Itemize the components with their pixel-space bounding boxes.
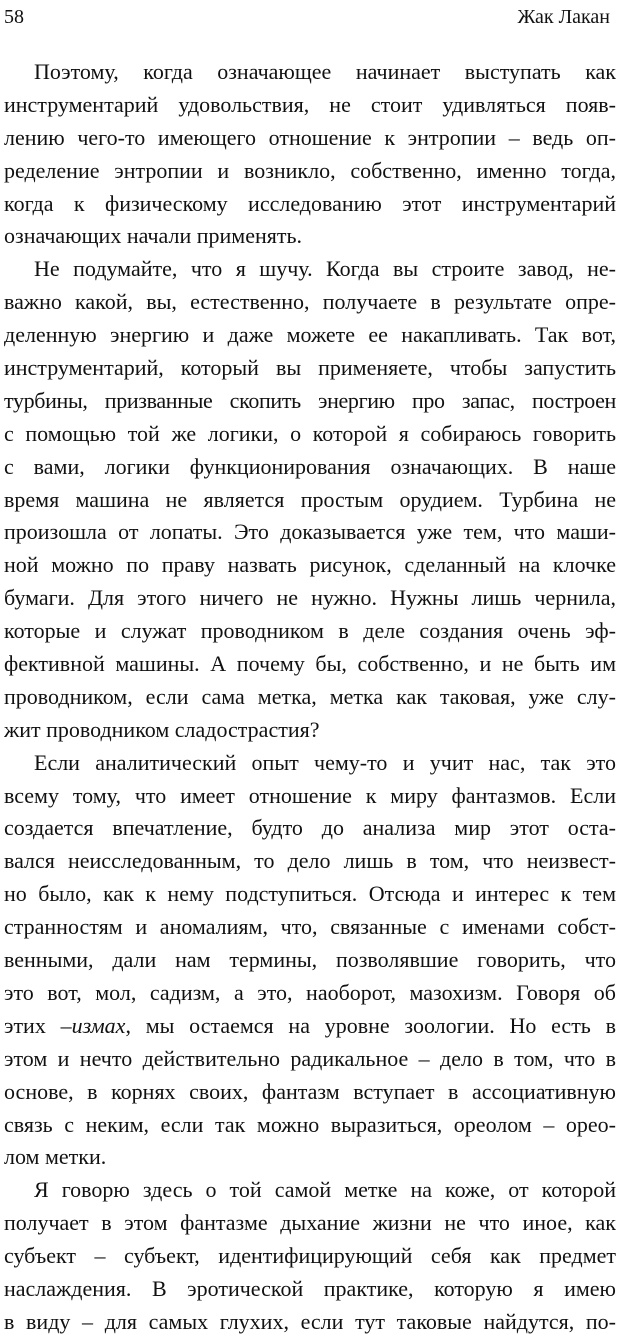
text-line: лению чего-то имеющего отношение к энтропии – ведь оп- <box>4 124 616 150</box>
text-line: Я говорю здесь о той самой метке на коже, от которой <box>34 1177 616 1203</box>
text-line: это вот, мол, садизм, а это, наоборот, мазохизм. Говоря об <box>4 979 616 1005</box>
text-line: бумаги. Для этого ничего не нужно. Нужны лишь чернила, <box>4 585 616 611</box>
text-line: но было, как к нему подступиться. Отсюда и интерес к тем <box>4 881 616 907</box>
text-line: получает в этом фантазме дыхание жизни не что иное, как <box>4 1210 616 1236</box>
text-line: этом и нечто действительно радикальное – дело в том, что в <box>4 1045 616 1071</box>
text-line: вался неисследованным, то дело лишь в том, что неизвест- <box>4 848 616 874</box>
page-number: 58 <box>4 6 24 28</box>
text-line <box>4 1010 616 1043</box>
text-line: произошла от лопаты. Это доказывается уже тем, что маши- <box>4 519 616 545</box>
text-fragment: , мы остаемся на уровне зоологии. Но есть в <box>125 1012 616 1038</box>
text-line: Поэтому, когда означающее начинает выступать как <box>34 59 616 84</box>
body-text <box>4 56 616 1339</box>
text-line: инструментарий удовольствия, не стоит удивляться появ- <box>4 91 616 117</box>
running-title: Жак Лакан <box>517 6 610 28</box>
page-header <box>4 6 610 34</box>
text-line: лом метки. <box>4 1144 107 1170</box>
text-line: важно какой, вы, естественно, получаете в результате опре- <box>4 289 616 315</box>
text-line: означающих начали применять. <box>4 223 303 249</box>
text-line: деленную энергию и даже можете ее накапливать. Так вот, <box>4 322 616 348</box>
text-line: странностям и аномалиям, что, связанные с именами собст- <box>4 914 616 940</box>
text-line: Не подумайте, что я шучу. Когда вы строите завод, не- <box>34 256 616 282</box>
text-line: турбины, призванные скопить энергию про запас, построен <box>4 387 616 413</box>
text-line: инструментарий, который вы применяете, чтобы запустить <box>4 355 616 381</box>
text-line: с помощью той же логики, о которой я собираюсь говорить <box>4 420 616 446</box>
emphasized-term: –измах <box>60 1012 126 1038</box>
text-line: Если аналитический опыт чему-то и учит нас, так это <box>34 749 616 775</box>
text-fragment: этих <box>4 1012 61 1038</box>
text-line: в виду – для самых глухих, если тут таковые найдутся, по- <box>4 1308 616 1334</box>
text-line: жит проводником сладострастия? <box>4 716 320 742</box>
text-line: фективной машины. А почему бы, собственно, и не быть им <box>4 651 616 677</box>
text-line: которые и служат проводником в деле создания очень эф- <box>4 618 616 644</box>
text-line: всему тому, что имеет отношение к миру фантазмов. Если <box>4 782 616 808</box>
text-line: проводником, если сама метка, метка как таковая, уже слу- <box>4 683 616 709</box>
text-line: ределение энтропии и возникло, собственно, именно тогда, <box>4 157 616 183</box>
text-line: ной можно по праву назвать рисунок, сделанный на клочке <box>4 552 616 578</box>
text-line: с вами, логики функционирования означающих. В наше <box>4 453 616 479</box>
text-line: основе, в корнях своих, фантазм вступает в ассоциативную <box>4 1078 616 1104</box>
text-line: время машина не является простым орудием. Турбина не <box>4 486 616 512</box>
text-line: венными, дали нам термины, позволявшие говорить, что <box>4 947 616 973</box>
text-line: связь с неким, если так можно выразиться, ореолом – орео- <box>4 1111 616 1137</box>
text-line: когда к физическому исследованию этот инструментарий <box>4 190 616 216</box>
text-line: наслаждения. В эротической практике, которую я имею <box>4 1275 616 1301</box>
text-line: создается впечатление, будто до анализа мир этот оста- <box>4 815 616 841</box>
text-line: субъект – субъект, идентифицирующий себя как предмет <box>4 1243 616 1269</box>
